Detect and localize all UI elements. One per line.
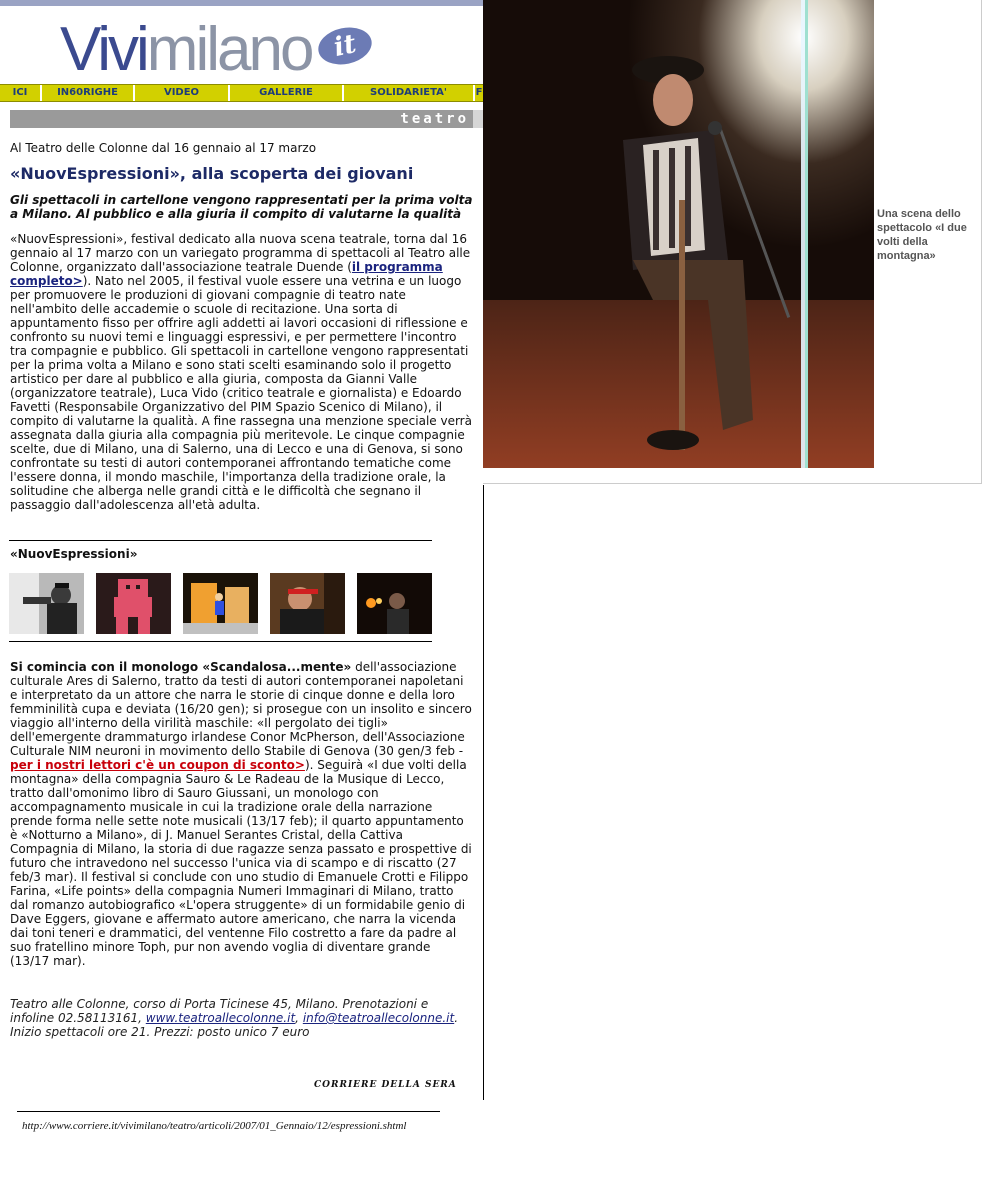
program-link[interactable]: il programma completo> [10,260,443,288]
page-url: http://www.corriere.it/vivimilano/teatro/articoli/2007/01_Gennaio/12/espressioni.shtml [22,1120,407,1132]
stage-photo[interactable] [483,0,874,468]
logo-part-vivi: Vivi [60,15,147,84]
email-link[interactable]: info@teatroallecolonne.it [302,1011,455,1025]
logo-text [60,14,311,85]
thumb-5-icon[interactable] [357,573,432,634]
nav-item-0[interactable]: ICI [0,85,42,101]
thumb-3-icon[interactable] [183,573,258,634]
info-text-b: . Inizio spettacoli ore 21. Prezzi: posto unico 7 euro [10,1011,459,1039]
thumb-4-icon[interactable] [270,573,345,634]
nav-item-video[interactable]: VIDEO [135,85,230,101]
body1-text-b: ). Nato nel 2005, il festival vuole essere una vetrina e un luogo per promuovere le produzioni di giovani compagnie di teatro nate nell'ambito delle accademie o scuole di recitazione. Una sorta di appuntamento fisso per offrire agli addetti ai lavori occasioni di riflessione e confronto su nuovi temi e linguaggi espressivi, e per permettere l'incontro tra compagnie e pubblico. Gli spettacoli in cartellone vengono rappresentati per la prima volta a Milano e sono stati scelti esaminando solo il progetto artistico per dare al pubblico e alla giuria, composta da Gianni Valle (organizzatore teatrale), Luca Vido (critico teatrale e giornalista) e Edoardo Favetti (Responsabile Organizzativo del PIM Spazio Scenico di Milano), il compito di valutarne la qualità. A fine rassegna una menzione speciale verrà assegnata dalla giuria alla compagnia più meritevole. Le cinque compagnie scelte, due di Milano, una di Salerno, una di Lecco e una di Genova, si sono confrontate su testi di autori contemporanei affrontando tematiche come l'essere donna, il mondo maschile, l'importanza della tradizione orale, la solitudine che alberga nelle grandi città e le difficoltà che segnano il passaggio dall'adolescenza all'età adulta. [10,274,472,512]
nav-item-gallerie[interactable]: GALLERIE [230,85,344,101]
website-link[interactable]: www.teatroallecolonne.it [145,1011,296,1025]
site-logo[interactable] [0,6,483,84]
info-text-a: Teatro alle Colonne, corso di Porta Ticinese 45, Milano. Prenotazioni e infoline 02.58113161, [10,997,429,1025]
nav-item-solidarieta[interactable]: SOLIDARIETA' [344,85,475,101]
body2-text-b: ). Seguirà «I due volti della montagna» della compagnia Sauro & Le Radeau de la Musique di Lecco, tratto dall'omonimo libro di Sauro Giussani, un monologo con accompagnamento musicale in cui la tradizione orale della narrazione prende forma nelle sette note musicali (13/17 feb); il quarto appuntamento è «Notturno a Milano», di J. Manuel Serantes Cristal, della Cattiva Compagnia di Milano, la storia di due ragazze senza passato e prospettive di futuro che intravedono nel successo l'unica via di scampo e di riscatto (27 feb/3 mar). Il festival si conclude con uno studio di Emanuele Crotti e Filippo Farina, «Life points» della compagnia Numeri Immaginari di Milano, tratto dal romanzo autobiografico «L'opera struggente» di un formidabile genio di Dave Eggers, giovane e affermato autore americano, che narra la vicenda dai toni teneri e drammatici, del ventenne Filo costretto a fare da padre al suo fratellino minore Toph, pur non avendo voglia di diventare grande (13/17 mar). [10,758,472,968]
gallery-title: «NuovEspressioni» [10,547,138,561]
column-divider [483,485,484,1100]
article-kicker: Al Teatro delle Colonne dal 16 gennaio al 17 marzo [10,141,317,155]
article-body-2 [10,660,473,968]
section-bar [10,110,483,128]
venue-info [10,997,473,1039]
article-body-1 [10,232,473,512]
source-credit: CORRIERE DELLA SERA [314,1080,457,1090]
logo-it-badge: it [315,23,375,69]
nav-item-in60righe[interactable]: IN60RIGHE [42,85,135,101]
divider [9,641,432,642]
section-title: teatro [400,111,469,127]
nav-bar [0,84,483,102]
photo-caption: Una scena dello spettacolo «I due volti della montagna» [877,208,967,262]
thumb-1-icon[interactable] [9,573,84,634]
info-sep: , [295,1011,303,1025]
nav-item-cut[interactable]: F [475,87,483,98]
thumb-2-icon[interactable] [96,573,171,634]
divider [9,540,432,541]
body2-lead: Si comincia con il monologo «Scandalosa...mente» [10,660,352,674]
body1-text-a: «NuovEspressioni», festival dedicato alla nuova scena teatrale, torna dal 16 gennaio al 17 marzo con un variegato programma di spettacoli al Teatro alle Colonne, organizzato dall'associazione teatrale Duende ( [10,232,471,274]
article-headline: «NuovEspressioni», alla scoperta dei giovani [10,164,414,183]
logo-part-milano: milano [146,15,312,84]
section-bar-edge [473,110,483,128]
article-subhead: Gli spettacoli in cartellone vengono rappresentati per la prima volta a Milano. Al pubblico e alla giuria il compito di valutarne la qualità [10,193,473,221]
coupon-link[interactable]: per i nostri lettori c'è un coupon di sconto> [10,758,305,772]
divider [17,1111,440,1112]
body2-text-a: dell'associazione culturale Ares di Salerno, tratto da testi di autori contemporanei napoletani e interpretato da un attore che narra le storie di cinque donne e della loro femminilità cupa e deviata (16/20 gen); si prosegue con un insolito e sincero viaggio all'interno della virilità maschile: «Il pergolato dei tigli» dell'emergente drammaturgo irlandese Conor McPherson, dell'Associazione Culturale NIM neuroni in movimento dello Stabile di Genova (30 gen/3 feb - [10,660,472,758]
